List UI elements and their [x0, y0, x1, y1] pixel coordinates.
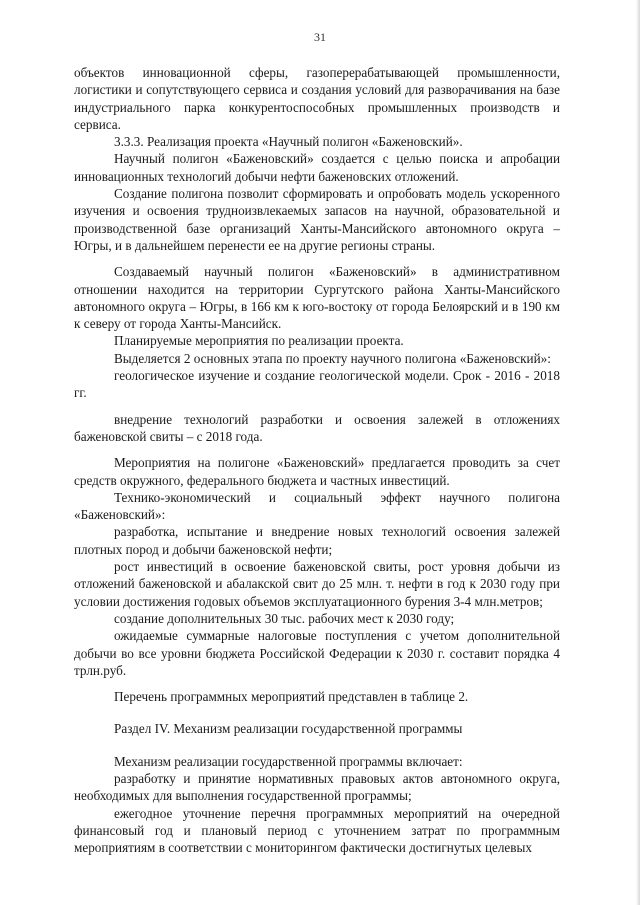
list-item-effect-investments: рост инвестиций в освоение баженовской свиты, рост уровня добычи из отложений баженовской и абалакской свит до 25 млн. т. нефти в год к 2030 году при условии достижения годовых объемов эксплуатационного бурения 3-4 млн.метров; [74, 559, 560, 609]
list-item-effect-taxes: ожидаемые суммарные налоговые поступления с учетом дополнительной добычи во все уровни бюджета Российской Федерации к 2030 г. составит порядка 4 трлн.руб. [74, 628, 560, 678]
paragraph-polygon-purpose: Научный полигон «Баженовский» создается с целью поиска и апробации инновационных технологий добычи нефти баженовских отложений. [74, 151, 560, 184]
paragraph-table-reference: Перечень программных мероприятий представлен в таблице 2. [114, 689, 469, 705]
list-item-stage-1: геологическое изучение и создание геологической модели. Срок - 2016 - 2018 гг. [74, 368, 560, 401]
paragraph-stages-intro: Выделяется 2 основных этапа по проекту научного полигона «Баженовский»: [114, 350, 551, 366]
subsection-heading-bazhenov: 3.3.3. Реализация проекта «Научный полигон «Баженовский». [114, 134, 463, 150]
list-item-mechanism-legal-acts: разработку и принятие нормативных правовых актов автономного округа, необходимых для выполнения государственной программы; [74, 770, 560, 804]
section-title: Раздел IV. Механизм реализации государственной программы [114, 721, 463, 737]
paragraph-polygon-location: Создаваемый научный полигон «Баженовский» в административном отношении находится на территории Сургутского района Ханты-Мансийского автономного округа – Югры, в 166 км к юго-востоку от города Белоярский и в 190 км к северу от города Ханты-Мансийск. [74, 264, 560, 332]
paragraph-effect-intro: Технико-экономический и социальный эффект научного полигона «Баженовский»: [74, 489, 560, 523]
document-body [74, 64, 560, 856]
list-item-effect-jobs: создание дополнительных 30 тыс. рабочих мест к 2030 году; [114, 610, 455, 626]
paragraph-mechanism-intro: Механизм реализации государственной программы включает: [114, 753, 463, 769]
list-item-effect-technologies: разработка, испытание и внедрение новых технологий освоения залежей плотных пород и добычи баженовской нефти; [74, 524, 560, 557]
paragraph-planned-activities: Планируемые мероприятия по реализации проекта. [114, 333, 404, 349]
list-item-mechanism-annual-update: ежегодное уточнение перечня программных мероприятий на очередной финансовый год и плановый период с уточнением затрат по программным мероприятиям в соответствии с мониторингом фактически достигнутых целевых [74, 805, 560, 856]
paragraph-polygon-model: Создание полигона позволит сформировать и опробовать модель ускоренного изучения и освоения трудноизвлекаемых запасов на научной, образовательной и производственной базе организаций Ханты-Мансийского автономного округа – Югры, и в дальнейшем перенести ее на другие регионы страны. [74, 186, 560, 253]
page-number: 31 [314, 30, 326, 44]
scan-edge-shadow [636, 0, 640, 905]
list-item-stage-2: внедрение технологий разработки и освоения залежей в отложениях баженовской свиты – с 2018 года. [74, 411, 560, 444]
paragraph-funding: Мероприятия на полигоне «Баженовский» предлагается проводить за счет средств окружного, федерального бюджета и частных инвестиций. [74, 455, 560, 488]
paragraph-innovation-sphere: объектов инновационной сферы, газоперерабатывающей промышленности, логистики и сопутствующего сервиса и создания условий для разворачивания на базе индустриального парка конкурентоспособных промышленных производств и сервиса. [74, 65, 560, 132]
